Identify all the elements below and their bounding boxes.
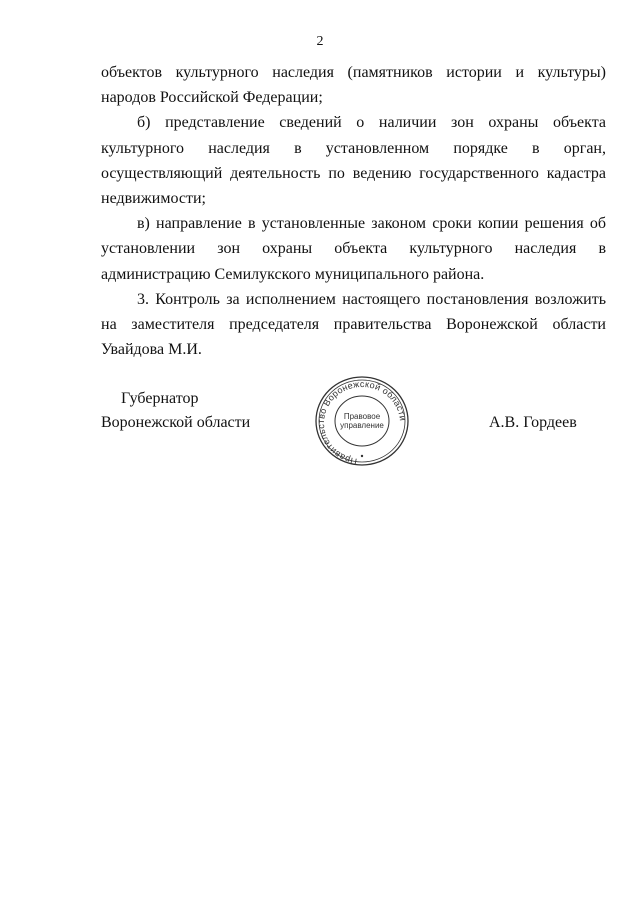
- paragraph-item-b: б) представление сведений о наличии зон охраны объекта культурного наследия в установленном порядке в орган, осуществляющий деятельность по ведению государственного кадастра недвижимости;: [101, 114, 606, 208]
- page-number: 2: [316, 34, 324, 49]
- signatory-name: А.В. Гордеев: [489, 414, 577, 431]
- signatory-title-line2: Воронежской области: [101, 414, 251, 431]
- document-body: [101, 60, 606, 362]
- stamp-center-line2: управление: [340, 421, 384, 430]
- paragraph-item-3-end: Увайдова М.И.: [101, 341, 202, 359]
- paragraph-item-3: 3. Контроль за исполнением настоящего постановления возложить на заместителя председателя правительства Воронежской области: [101, 290, 606, 334]
- signatory-title: [101, 387, 250, 435]
- paragraph-continuation: объектов культурного наследия (памятников истории и культуры) народов Российской Федерации;: [101, 64, 606, 107]
- official-stamp: [313, 374, 411, 468]
- paragraph-item-v: в) направление в установленные законом сроки копии решения об установлении зон охраны объекта культурного наследия в администрацию Семилукского муниципального района.: [101, 215, 606, 283]
- signatory-title-line1: Губернатор: [121, 390, 199, 407]
- stamp-ring-text: Правительство Воронежской области: [315, 378, 408, 467]
- stamp-center-line1: Правовое: [343, 412, 381, 421]
- stamp-center: [313, 374, 411, 468]
